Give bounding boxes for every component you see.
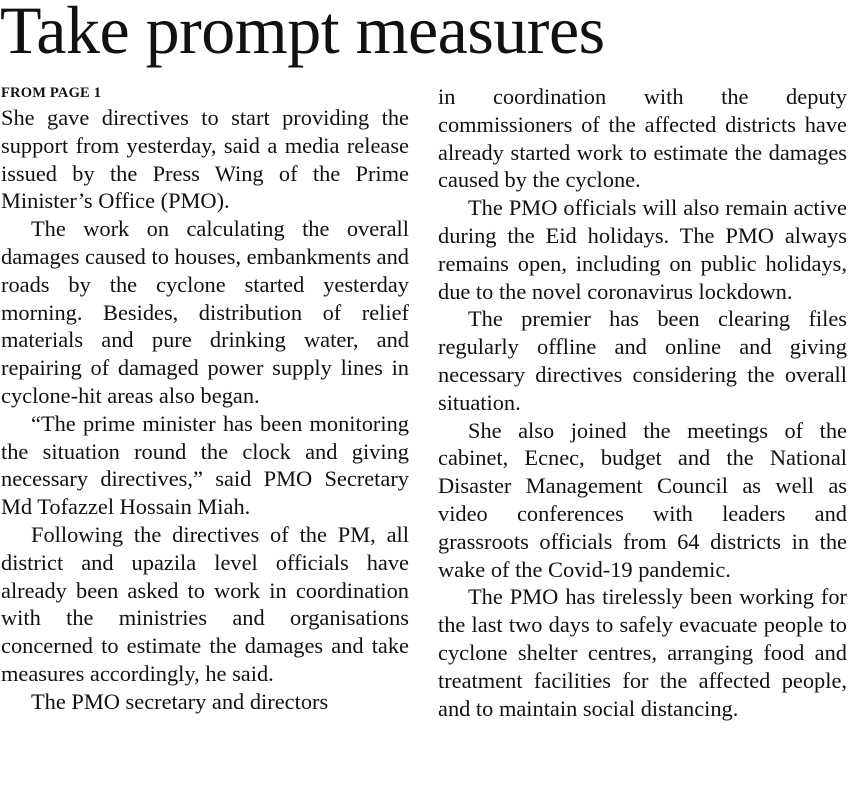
paragraph: The PMO secretary and directors — [31, 688, 329, 714]
paragraph: She gave directives to start providing the support from yesterday, said a media release issued by the Press Wing of the Prime Minister’s Office (PMO). — [1, 105, 409, 214]
paragraph: The PMO has tirelessly been working for the last two days to safely evacuate people to cyclone shelter centres, arranging food and treatment facilities for the affected people, and to maintain social distancing. — [438, 584, 847, 721]
right-column — [438, 83, 847, 722]
paragraph: The PMO officials will also remain active during the Eid holidays. The PMO always remains open, including on public holidays, due to the novel coronavirus lockdown. — [438, 195, 847, 304]
paragraph: in coordination with the deputy commissioners of the affected districts have already started work to estimate the damages caused by the cyclone. — [438, 84, 847, 193]
continued-from-label: FROM PAGE 1 — [1, 85, 102, 101]
headline: Take prompt measures — [0, 0, 605, 68]
left-column — [1, 104, 409, 716]
paragraph: The premier has been clearing files regularly offline and online and giving necessary directives considering the overall situation. — [438, 306, 847, 415]
paragraph: She also joined the meetings of the cabinet, Ecnec, budget and the National Disaster Management Council as well as video conferences with leaders and grassroots officials from 64 districts in the wake of the Covid-19 pandemic. — [438, 417, 847, 582]
paragraph: “The prime minister has been monitoring the situation round the clock and giving necessary directives,” said PMO Secretary Md Tofazzel Hossain Miah. — [1, 410, 409, 520]
paragraph: Following the directives of the PM, all district and upazila level officials have already been asked to work in coordination with the ministries and organisations concerned to estimate the damages and take measures accordingly, he said. — [1, 521, 409, 686]
paragraph: The work on calculating the overall damages caused to houses, embankments and roads by the cyclone started yesterday morning. Besides, distribution of relief materials and pure drinking water, and repairing of damaged power supply lines in cyclone-hit areas also began. — [1, 216, 409, 408]
